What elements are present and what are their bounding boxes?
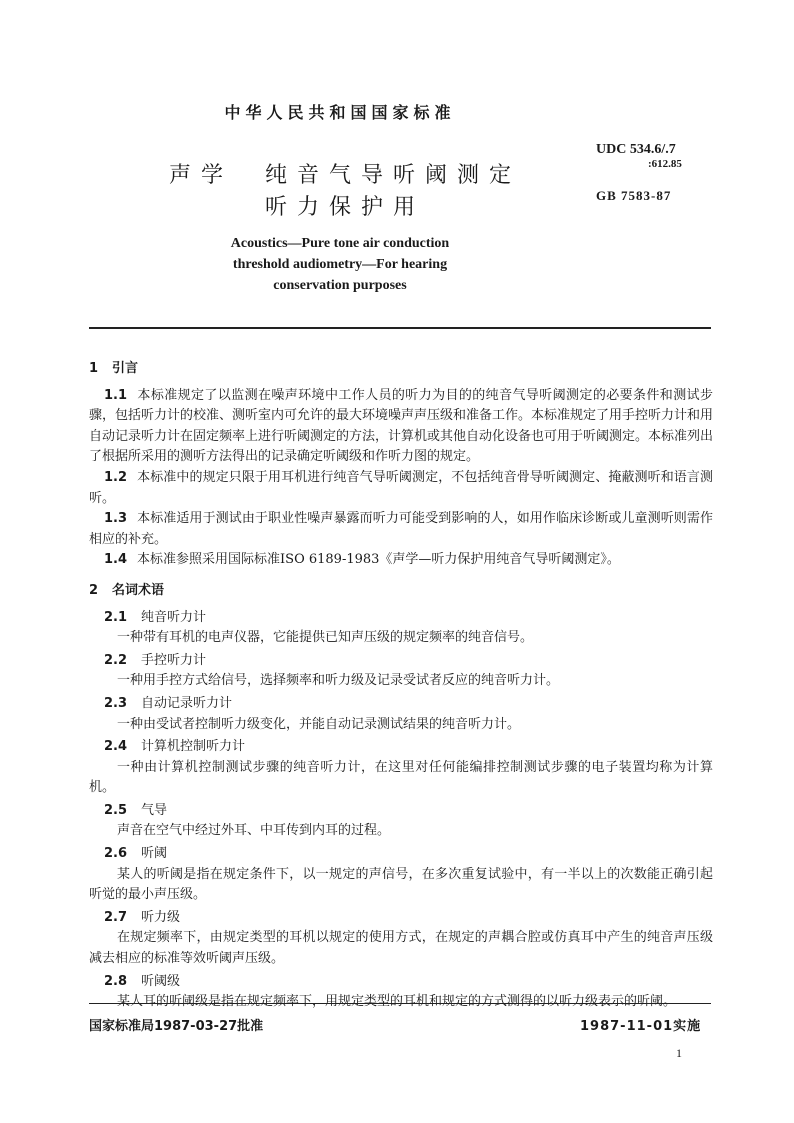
issuing-authority: 中华人民共和国国家标准 xyxy=(224,103,456,122)
term-definition: 某人的听阈是指在规定条件下，以一规定的声信号，在多次重复试验中，有一半以上的次数能正确引起听觉的最小声压级。 xyxy=(89,866,713,903)
term-name: 听力级 xyxy=(141,909,181,925)
section-1-heading xyxy=(89,359,713,380)
term-definition: 一种带有耳机的电声仪器，它能提供已知声压级的规定频率的纯音信号。 xyxy=(117,630,534,646)
term-2-5 xyxy=(89,801,713,822)
section-title: 名词术语 xyxy=(112,582,165,598)
section-1-body xyxy=(89,386,713,571)
clause-number: 1.2 xyxy=(104,469,128,485)
term-definition: 某人耳的听阈级是指在规定频率下，用规定类型的耳机和规定的方式测得的以听力级表示的听阈。 xyxy=(117,994,677,1010)
term-number: 2.8 xyxy=(104,973,128,989)
clause-text: 本标准适用于测试由于职业性噪声暴露而听力可能受到影响的人，如用作临床诊断或儿童测听则需作相应的补充。 xyxy=(89,511,713,547)
page-number: 1 xyxy=(676,1046,682,1060)
clause-number: 1.4 xyxy=(104,552,128,568)
title-cn-line2: 听力保护用 xyxy=(264,195,425,220)
term-2-7 xyxy=(89,908,713,929)
term-name: 计算机控制听力计 xyxy=(141,739,246,755)
term-name: 手控听力计 xyxy=(141,652,207,668)
term-definition: 一种用手控方式给信号，选择频率和听力级及记录受试者反应的纯音听力计。 xyxy=(117,673,560,689)
header-divider xyxy=(89,327,711,329)
title-en-text: Acoustics—Pure tone air conduction threshold audiometry—For hearing conservation purposes xyxy=(230,236,450,293)
udc-code-continued: :612.85 xyxy=(648,158,682,170)
clause-number: 1.1 xyxy=(104,387,128,403)
clause-1-2 xyxy=(89,468,713,509)
term-2-8 xyxy=(89,972,713,993)
section-title: 引言 xyxy=(112,361,139,376)
term-name: 气导 xyxy=(141,802,168,818)
term-number: 2.7 xyxy=(104,909,128,925)
term-definition: 一种由计算机控制测试步骤的纯音听力计，在这里对任何能编排控制测试步骤的电子装置均称为计算机。 xyxy=(89,759,713,796)
term-definition: 在规定频率下，由规定类型的耳机以规定的使用方式，在规定的声耦合腔或仿真耳中产生的纯音声压级减去相应的标准等效听阈声压级。 xyxy=(89,930,713,967)
term-2-3 xyxy=(89,694,713,715)
section-number: 1 xyxy=(89,361,99,376)
clause-text: 本标准参照采用国际标准ISO 6189-1983《声学—听力保护用纯音气导听阈测定》。 xyxy=(137,552,620,568)
clause-text: 本标准中的规定只限于用耳机进行纯音气导听阈测定，不包括纯音骨导听阈测定、掩蔽测听和语言测听。 xyxy=(89,469,713,506)
footer-divider xyxy=(89,1003,711,1004)
term-number: 2.6 xyxy=(104,846,128,862)
clause-1-4 xyxy=(89,550,713,571)
clause-number: 1.3 xyxy=(104,511,128,527)
term-name: 纯音听力计 xyxy=(141,609,207,625)
implementation-date: 1987-11-01实施 xyxy=(580,1019,702,1034)
term-2-2 xyxy=(89,651,713,672)
term-number: 2.5 xyxy=(104,802,128,818)
udc-code: UDC 534.6/.7 xyxy=(596,142,676,157)
gb-standard-number: GB 7583-87 xyxy=(596,188,672,203)
term-definition: 声音在空气中经过外耳、中耳传到内耳的过程。 xyxy=(117,823,391,839)
term-name: 自动记录听力计 xyxy=(141,695,233,711)
clause-1-3 xyxy=(89,509,713,550)
term-definition: 一种由受试者控制听力级变化，并能自动记录测试结果的纯音听力计。 xyxy=(117,716,521,732)
term-name: 听阈级 xyxy=(141,973,181,989)
clause-text: 本标准规定了以监测在噪声环境中工作人员的听力为目的的纯音气导听阈测定的必要条件和测试步骤，包括听力计的校准、测听室内可允许的最大环境噪声声压级和准备工作。本标准规定了用手控听力计和用自动记录听力计在固定频率上进行听阈测定的方法，计算机或其他自动化设备也可用于听阈测定。本标准列出了根据所采用的测听方法得出的记录确定听阈级和作听力图的规定。 xyxy=(89,387,714,465)
title-cn-line1: 声学 纯音气导听阈测定 xyxy=(168,163,521,188)
term-2-6 xyxy=(89,844,713,865)
approval-date: 国家标准局1987-03-27批准 xyxy=(89,1019,264,1034)
term-number: 2.2 xyxy=(104,652,128,668)
term-2-4 xyxy=(89,737,713,758)
term-2-1 xyxy=(89,608,713,629)
term-number: 2.3 xyxy=(104,695,128,711)
clause-1-1 xyxy=(89,386,713,468)
section-2-heading xyxy=(89,581,713,602)
main-content xyxy=(89,355,713,1014)
title-en xyxy=(0,233,680,296)
term-number: 2.1 xyxy=(104,609,128,625)
term-number: 2.4 xyxy=(104,739,128,755)
term-name: 听阈 xyxy=(141,846,168,862)
section-number: 2 xyxy=(89,582,99,598)
